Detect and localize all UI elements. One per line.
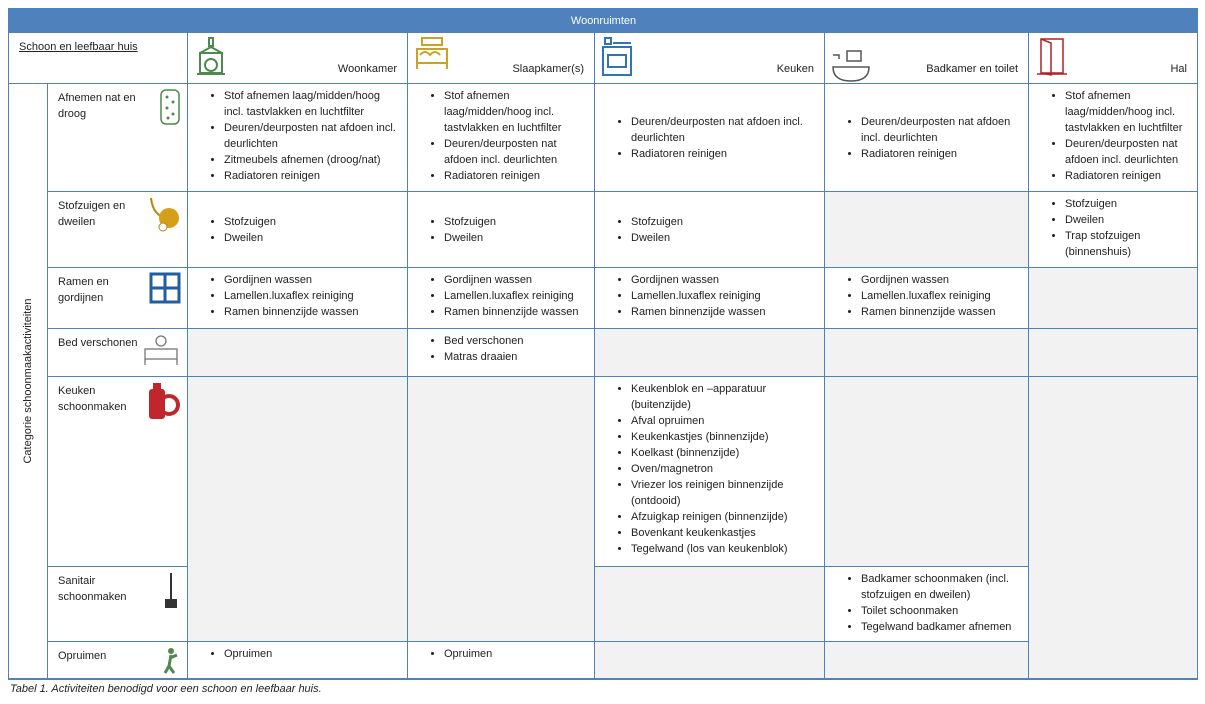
- table-cell: [408, 642, 595, 679]
- list-item: • Stofzuigen: [1065, 196, 1191, 212]
- list-item: • Afval opruimen: [631, 413, 818, 429]
- bath-icon: [831, 41, 871, 84]
- empty-cell: [825, 329, 1029, 377]
- list-opruimen-slaapkamer: [408, 642, 594, 662]
- table-cell: [595, 84, 825, 192]
- list-item: • Radiatoren reinigen: [444, 168, 588, 184]
- category-ramen: Ramen en gordijnen: [48, 268, 188, 329]
- table-cell: [408, 329, 595, 377]
- table-cell: [408, 268, 595, 329]
- list-afnemen-keuken: [595, 114, 824, 162]
- table-cell: [1029, 84, 1198, 192]
- empty-cell: [595, 567, 825, 642]
- list-item: • Opruimen: [224, 646, 401, 662]
- empty-cell: [825, 642, 1029, 679]
- empty-cell: [825, 377, 1029, 567]
- list-stof-slaapkamer: [408, 214, 502, 246]
- list-item: • Opruimen: [444, 646, 588, 662]
- door-icon: [1035, 37, 1071, 77]
- empty-cell: [595, 642, 825, 679]
- toilet-brush-icon: [161, 571, 181, 611]
- table-cell: [595, 377, 825, 567]
- list-item: • Radiatoren reinigen: [631, 146, 818, 162]
- room-woonkamer: Woonkamer: [188, 33, 408, 84]
- category-sanitair: Sanitair schoonmaken: [48, 567, 188, 642]
- list-item: • Stof afnemen laag/midden/hoog incl. tastvlakken en luchtfilter: [1065, 88, 1191, 136]
- list-ramen-badkamer: [825, 268, 1028, 320]
- vertical-category-label: Categorie schoonmaakactiviteiten: [9, 84, 48, 679]
- list-item: • Toilet schoonmaken: [861, 603, 1022, 619]
- list-stof-hal: [1029, 192, 1197, 260]
- list-ramen-woonkamer: [188, 268, 407, 320]
- list-item: • Stofzuigen: [224, 214, 276, 230]
- bed-person-icon: [141, 333, 181, 367]
- list-ramen-slaapkamer: [408, 268, 594, 320]
- table-cell: [188, 192, 408, 268]
- list-item: • Tegelwand (los van keukenblok): [631, 541, 818, 557]
- empty-cell: [188, 329, 408, 377]
- list-item: • Afzuigkap reinigen (binnenzijde): [631, 509, 818, 525]
- list-ramen-keuken: [595, 268, 824, 320]
- list-item: • Vriezer los reinigen binnenzijde (ontdooid): [631, 477, 818, 509]
- table-cell: [825, 567, 1029, 642]
- list-item: • Matras draaien: [444, 349, 588, 365]
- table-cell: [595, 268, 825, 329]
- list-item: • Stof afnemen laag/midden/hoog incl. tastvlakken en luchtfilter: [444, 88, 588, 136]
- room-hal: Hal: [1029, 33, 1198, 84]
- list-item: • Ramen binnenzijde wassen: [861, 304, 1022, 320]
- list-item: • Ramen binnenzijde wassen: [224, 304, 401, 320]
- category-stofzuigen: Stofzuigen en dweilen: [48, 192, 188, 268]
- list-afnemen-badkamer: [825, 114, 1028, 162]
- list-item: • Oven/magnetron: [631, 461, 818, 477]
- list-item: • Ramen binnenzijde wassen: [444, 304, 588, 320]
- list-item: • Stofzuigen: [631, 214, 683, 230]
- vacuum-icon: [147, 196, 181, 232]
- list-item: • Radiatoren reinigen: [1065, 168, 1191, 184]
- list-item: • Gordijnen wassen: [861, 272, 1022, 288]
- category-afnemen: Afnemen nat en droog: [48, 84, 188, 192]
- list-item: • Dweilen: [631, 230, 683, 246]
- list-item: • Trap stofzuigen (binnenshuis): [1065, 228, 1191, 260]
- table-cell: [188, 268, 408, 329]
- table-cell: [408, 192, 595, 268]
- list-sanitair-badkamer: [825, 567, 1028, 635]
- person-tidying-icon: [161, 646, 181, 674]
- table-cell: [408, 84, 595, 192]
- list-afnemen-hal: [1029, 84, 1197, 184]
- list-opruimen-woonkamer: [188, 642, 407, 662]
- table-header: Woonruimten: [9, 9, 1198, 33]
- list-item: • Deuren/deurposten nat afdoen incl. deurlichten: [1065, 136, 1191, 168]
- list-item: • Stofzuigen: [444, 214, 496, 230]
- list-item: • Radiatoren reinigen: [224, 168, 401, 184]
- table-cell: [188, 642, 408, 679]
- list-afnemen-woonkamer: [188, 84, 407, 184]
- list-item: • Lamellen.luxaflex reiniging: [444, 288, 588, 304]
- window-icon: [149, 272, 181, 304]
- table-cell: [825, 268, 1029, 329]
- table-cell: [825, 84, 1029, 192]
- list-stof-keuken: [595, 214, 689, 246]
- list-item: • Gordijnen wassen: [224, 272, 401, 288]
- list-item: • Bed verschonen: [444, 333, 588, 349]
- room-keuken: Keuken: [595, 33, 825, 84]
- empty-cell: [188, 377, 408, 642]
- list-stof-woonkamer: [188, 214, 282, 246]
- bed-icon: [414, 37, 450, 73]
- list-item: • Badkamer schoonmaken (incl. stofzuigen en dweilen): [861, 571, 1022, 603]
- list-item: • Radiatoren reinigen: [861, 146, 1022, 162]
- list-item: • Gordijnen wassen: [631, 272, 818, 288]
- list-item: • Ramen binnenzijde wassen: [631, 304, 818, 320]
- list-item: • Lamellen.luxaflex reiniging: [224, 288, 401, 304]
- category-opruimen: Opruimen: [48, 642, 188, 679]
- activities-table: [8, 8, 1198, 680]
- list-item: • Deuren/deurposten nat afdoen incl. deurlichten: [224, 120, 401, 152]
- table-cell: [595, 192, 825, 268]
- list-item: • Koelkast (binnenzijde): [631, 445, 818, 461]
- room-slaapkamer: Slaapkamer(s): [408, 33, 595, 84]
- table-caption: Tabel 1. Activiteiten benodigd voor een schoon en leefbaar huis.: [10, 683, 322, 695]
- list-keuken-keuken: [595, 377, 824, 557]
- empty-cell: [1029, 329, 1198, 377]
- table-cell: [1029, 192, 1198, 268]
- empty-cell: [1029, 377, 1198, 679]
- table-title: Schoon en leefbaar huis: [9, 33, 188, 84]
- list-item: • Stof afnemen laag/midden/hoog incl. tastvlakken en luchtfilter: [224, 88, 401, 120]
- list-item: • Deuren/deurposten nat afdoen incl. deurlichten: [444, 136, 588, 168]
- stove-icon: [601, 37, 637, 77]
- sponge-icon: [159, 88, 181, 126]
- list-item: • Gordijnen wassen: [444, 272, 588, 288]
- list-item: • Zitmeubels afnemen (droog/nat): [224, 152, 401, 168]
- list-bed-slaapkamer: [408, 329, 594, 365]
- list-item: • Keukenblok en –apparatuur (buitenzijde): [631, 381, 818, 413]
- list-afnemen-slaapkamer: [408, 84, 594, 184]
- empty-cell: [595, 329, 825, 377]
- list-item: • Dweilen: [1065, 212, 1191, 228]
- category-keuken: Keuken schoonmaken: [48, 377, 188, 567]
- list-item: • Bovenkant keukenkastjes: [631, 525, 818, 541]
- list-item: • Deuren/deurposten nat afdoen incl. deurlichten: [861, 114, 1022, 146]
- detergent-icon: [145, 381, 181, 421]
- list-item: • Lamellen.luxaflex reiniging: [861, 288, 1022, 304]
- empty-cell: [1029, 268, 1198, 329]
- list-item: • Tegelwand badkamer afnemen: [861, 619, 1022, 635]
- living-room-lamp-icon: [194, 37, 230, 77]
- list-item: • Dweilen: [224, 230, 276, 246]
- list-item: • Keukenkastjes (binnenzijde): [631, 429, 818, 445]
- list-item: • Lamellen.luxaflex reiniging: [631, 288, 818, 304]
- list-item: • Deuren/deurposten nat afdoen incl. deurlichten: [631, 114, 818, 146]
- empty-cell: [825, 192, 1029, 268]
- category-bed: Bed verschonen: [48, 329, 188, 377]
- table-cell: [188, 84, 408, 192]
- list-item: • Dweilen: [444, 230, 496, 246]
- room-badkamer: Badkamer en toilet: [825, 33, 1029, 84]
- empty-cell: [408, 377, 595, 642]
